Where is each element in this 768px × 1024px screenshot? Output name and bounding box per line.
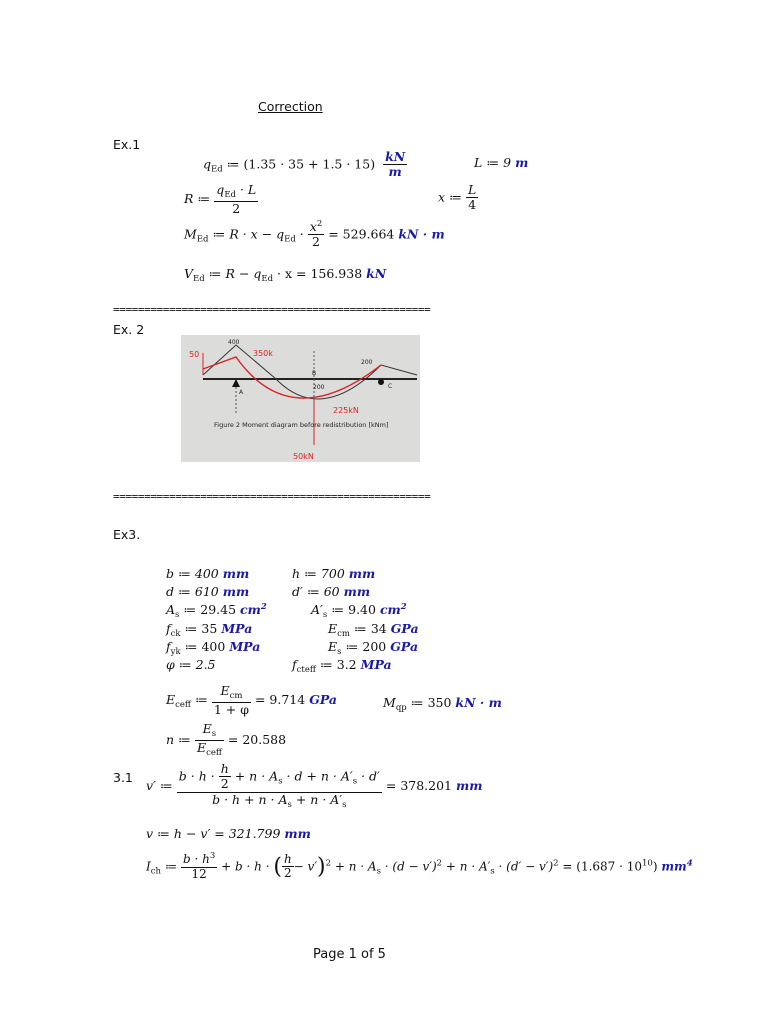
phi-def: φ ≔ 2.5 bbox=[166, 657, 216, 672]
ex3-label: Ex3. bbox=[113, 527, 141, 542]
label-200-top: 200 bbox=[361, 359, 373, 366]
moment-diagram-photo bbox=[181, 335, 420, 462]
fyk-def: $f_{yk}$ ≔ 400 MPa bbox=[166, 639, 261, 657]
ex2-label: Ex. 2 bbox=[113, 322, 145, 337]
b-def: b ≔ 400 mm bbox=[166, 566, 250, 581]
hand-50kn: 50kN bbox=[293, 452, 314, 461]
hand-350: 350k bbox=[253, 349, 273, 358]
label-A: A bbox=[239, 389, 244, 396]
R-definition: R ≔ $\frac{q_{Ed} \cdot L}{2}$ bbox=[184, 182, 257, 216]
Ved-definition: $V_{Ed}$ ≔ $R - q_{Ed} \cdot x = 156.938$ kN bbox=[184, 266, 387, 284]
moment-diagram bbox=[181, 335, 420, 462]
n-def: n ≔ $\frac{E_s}{E_{ceff}}$ = 20.588 bbox=[166, 721, 287, 758]
separator-1: =================================================== bbox=[113, 303, 431, 316]
qed-definition: $q_{Ed}$ ≔ (1.35 · 35 + 1.5 · 15) $\frac{kN}{m}$ bbox=[203, 149, 406, 180]
fck-def: $f_{ck}$ ≔ 35 MPa bbox=[166, 621, 253, 639]
page-footer: Page 1 of 5 bbox=[313, 947, 386, 962]
Ecm-def: $E_{cm}$ ≔ 34 GPa bbox=[328, 621, 419, 639]
Eceff-def: $E_{ceff}$ ≔ $\frac{E_{cm}}{1 + \varphi}$ = 9.714 GPa bbox=[166, 683, 338, 717]
Med-definition: $M_{Ed}$ ≔ $R \cdot x - q_{Ed}$ · $\frac{x^2}{2}$ = 529.664 kN · m bbox=[184, 219, 445, 250]
Asp-def: $A'_s$ ≔ 9.40 $cm^2$ bbox=[311, 602, 407, 620]
vp-def: v′ ≔ b · h · $\frac{h}{2}$ + $n \cdot A_s \cdot d + n \cdot A'_s \cdot d'$ $b \cdot h + n \cdot A_s + n \cdot A'_s$ = 378.201 mm bbox=[146, 761, 483, 810]
x-definition: x ≔ $\frac{L}{4}$ bbox=[438, 182, 477, 213]
ex1-label: Ex.1 bbox=[113, 137, 141, 152]
label-200-mid: 200 bbox=[313, 384, 325, 391]
hand-225: 225kN bbox=[333, 406, 359, 415]
separator-2: =================================================== bbox=[113, 490, 431, 503]
hand-50: 50 bbox=[189, 350, 200, 359]
v-def: v ≔ h − v′ = 321.799 mm bbox=[146, 826, 311, 841]
label-C: C bbox=[388, 383, 393, 390]
L-definition: L ≔ 9 m bbox=[474, 155, 529, 170]
Mqp-def: $M_{qp}$ ≔ 350 kN · m bbox=[383, 695, 502, 713]
label-B: B bbox=[312, 370, 317, 377]
section-3-1-label: 3.1 bbox=[113, 770, 133, 785]
fcteff-def: $f_{cteff}$ ≔ 3.2 MPa bbox=[292, 657, 392, 675]
dp-def: d′ ≔ 60 mm bbox=[292, 584, 371, 599]
h-def: h ≔ 700 mm bbox=[292, 566, 376, 581]
page-title: Correction bbox=[258, 99, 323, 114]
Es-def: $E_s$ ≔ 200 GPa bbox=[328, 639, 419, 657]
As-def: $A_s$ ≔ 29.45 $cm^2$ bbox=[166, 602, 267, 620]
label-400: 400 bbox=[228, 339, 240, 346]
d-def: d ≔ 610 mm bbox=[166, 584, 250, 599]
Ich-def: $I_{ch}$ ≔ $\frac{b \cdot h^3}{12}$ + b · h · ( $\frac{h}{2}$ − $v')^2 + n \cdot A_s \cdot (d - v')^2 + n \cdot A'_s \cdot (d' - v')^2 = (1.687 \cdot 10^{10})$ $mm^4$ bbox=[146, 851, 693, 881]
figure-caption: Figure 2 Moment diagram before redistribution [kNm] bbox=[214, 421, 389, 429]
